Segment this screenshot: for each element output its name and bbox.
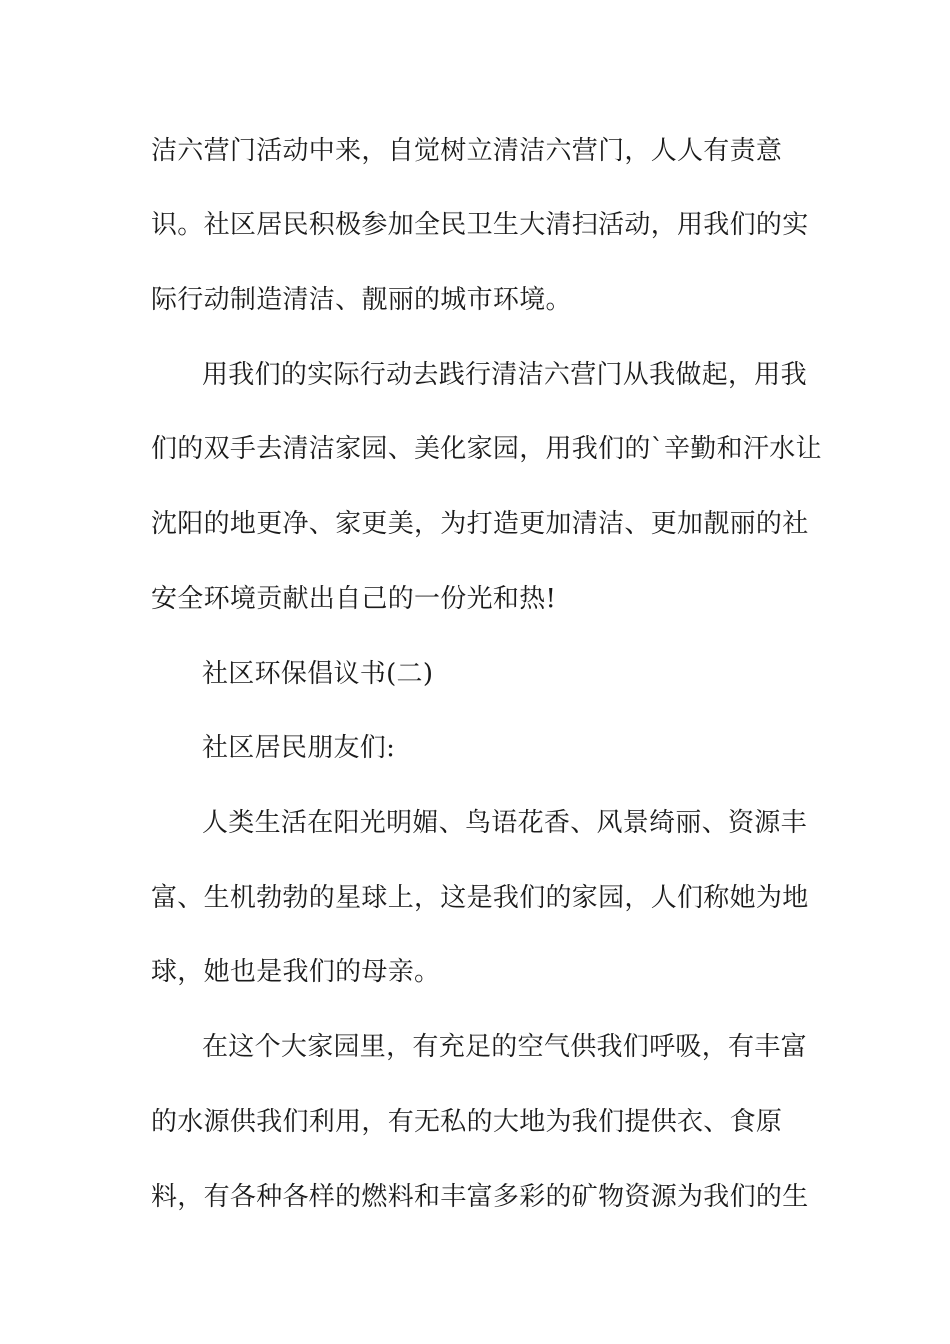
text-line: 洁六营门活动中来，自觉树立清洁六营门，人人有责意 [151, 136, 783, 166]
text-line: 沈阳的地更净、家更美，为打造更加清洁、更加靓丽的社 [151, 509, 809, 539]
text-line: 的水源供我们利用，有无私的大地为我们提供衣、食原 [151, 1107, 783, 1137]
text-line: 识。社区居民积极参加全民卫生大清扫活动，用我们的实 [151, 210, 809, 240]
text-line: 人类生活在阳光明媚、鸟语花香、风景绮丽、资源丰 [202, 808, 807, 838]
text-line: 用我们的实际行动去践行清洁六营门从我做起，用我 [202, 360, 807, 390]
text-line: 际行动制造清洁、靓丽的城市环境。 [151, 285, 572, 315]
text-line: 富、生机勃勃的星球上，这是我们的家园，人们称她为地 [151, 883, 809, 913]
text-line: 们的双手去清洁家园、美化家园，用我们的`辛勤和汗水让 [151, 434, 822, 464]
section-title: 社区环保倡议书(二) [202, 659, 434, 689]
text-line: 料，有各种各样的燃料和丰富多彩的矿物资源为我们的生 [151, 1182, 809, 1212]
text-line: 球，她也是我们的母亲。 [151, 957, 441, 987]
salutation: 社区居民朋友们: [202, 733, 396, 763]
text-line: 安全环境贡献出自己的一份光和热! [151, 584, 557, 614]
text-line: 在这个大家园里，有充足的空气供我们呼吸，有丰富 [202, 1032, 807, 1062]
